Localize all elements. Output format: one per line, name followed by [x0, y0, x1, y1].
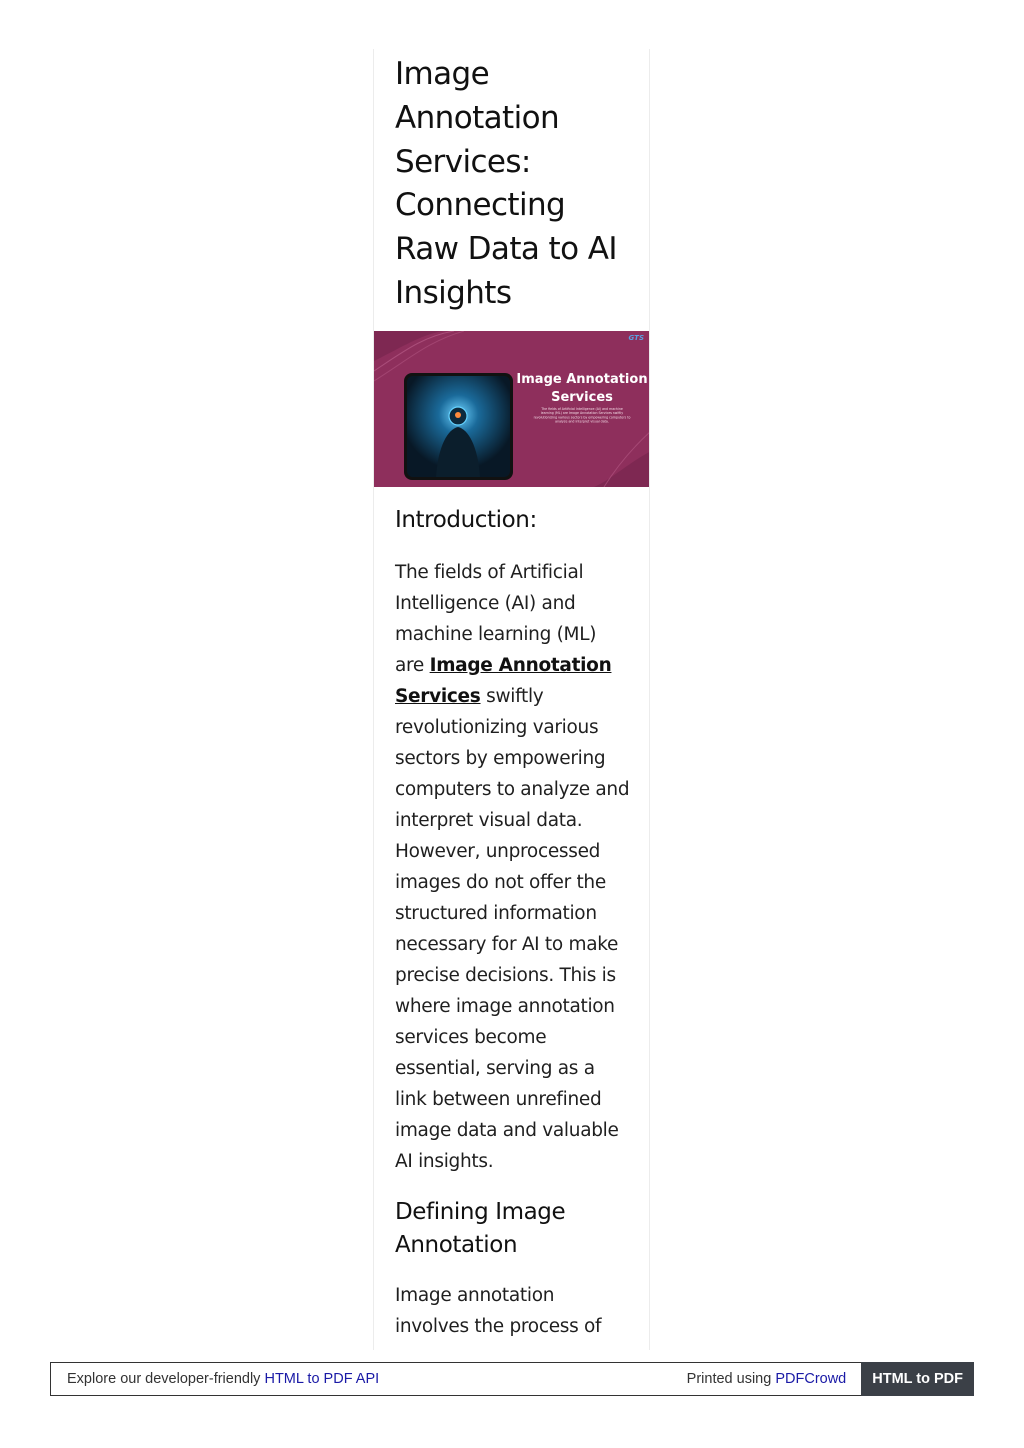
article-title: Image Annotation Services: Connecting Raw Data to AI Insights	[395, 56, 617, 311]
introduction-text-before: The fields of Artificial Intelligence (AI) and machine learning (ML) are	[395, 562, 597, 676]
hero-heading-line2: Services	[551, 390, 613, 405]
hero-logo: GTS	[628, 334, 644, 342]
html-to-pdf-button[interactable]: HTML to PDF	[861, 1362, 974, 1396]
hero-heading-line1: Image Annotation	[516, 372, 648, 387]
pdfcrowd-footer	[50, 1362, 974, 1396]
hero-caption-line: revolutionizing various sectors by empowering computers to	[533, 415, 631, 420]
hero-caption-line: The fields of Artificial Intelligence (AI) and machine	[541, 407, 623, 411]
hero-caption-line: learning (ML) are Image Annotation Services swiftly	[540, 411, 624, 416]
footer-explore	[51, 1371, 687, 1387]
hero-photo-glow	[455, 412, 461, 418]
introduction-paragraph	[395, 557, 630, 1177]
introduction-heading: Introduction:	[395, 507, 537, 533]
html-to-pdf-api-link[interactable]: HTML to PDF API	[264, 1371, 380, 1387]
defining-section	[374, 1196, 650, 1342]
image-annotation-services-link[interactable]: Image Annotation Services	[395, 655, 612, 707]
hero-caption-line: analyze and interpret visual data.	[555, 419, 609, 424]
footer-explore-text: Explore our developer-friendly	[67, 1371, 265, 1387]
footer-printed	[687, 1371, 862, 1387]
introduction-text-after: swiftly revolutionizing various sectors by empowering computers to analyze and interpret visual data. However, unprocessed images do not offer the structured information necessary for AI to make precise decisions. This is where image annotation services become essential, serving as a link between unrefined image data and valuable AI insights.	[395, 686, 630, 1172]
defining-paragraph: Image annotation involves the process of	[395, 1285, 602, 1337]
article-column	[373, 49, 650, 1350]
hero-banner-image	[374, 331, 650, 487]
introduction-section	[374, 504, 650, 1177]
footer-printed-text: Printed using	[686, 1371, 776, 1387]
pdfcrowd-link[interactable]: PDFCrowd	[775, 1371, 847, 1387]
defining-heading: Defining Image Annotation	[395, 1199, 566, 1258]
